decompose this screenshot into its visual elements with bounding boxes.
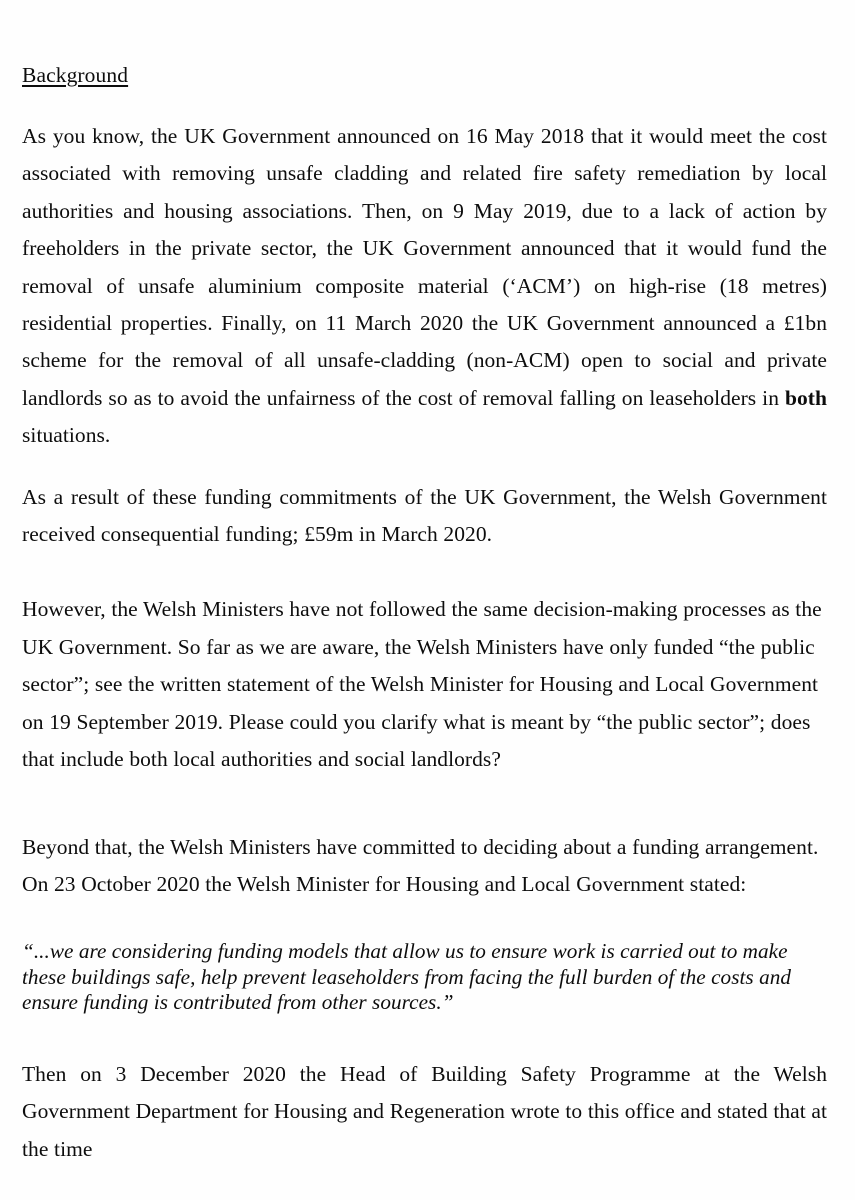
quote-spacer	[22, 913, 827, 939]
emphasis-both: both	[784, 385, 827, 410]
paragraph-consequential-funding: As a result of these funding commitments of the UK Government, the Welsh Government received consequential funding; £59m in March 2020.	[22, 484, 827, 547]
paragraph-text-segment: situations.	[22, 423, 111, 448]
paragraph-funding-arrangement: Beyond that, the Welsh Ministers have committed to deciding about a funding arrangement. On 23 October 2020 the Welsh Minister for Housing and Local Government stated:	[22, 834, 819, 896]
paragraph-spacer	[22, 803, 827, 829]
paragraph-background-history	[22, 118, 827, 455]
paragraph-building-safety-programme: Then on 3 December 2020 the Head of Building Safety Programme at the Welsh Government Department for Housing and Regeneration wrote to this office and stated that at the time	[22, 1061, 827, 1161]
paragraph-welsh-ministers-processes: However, the Welsh Ministers have not followed the same decision-making processes as the UK Government. So far as we are aware, the Welsh Ministers have only funded “the public sector”; see the written statement of the Welsh Minister for Housing and Local Government on 19 September 2019. Please could you clarify what is meant by “the public sector”; does that include both local authorities and social landlords?	[22, 597, 822, 772]
paragraph-spacer	[22, 577, 827, 591]
paragraph-text-segment: As you know, the UK Government announced on 16 May 2018 that it would meet the cost associated with removing unsafe cladding and related fire safety remediation by local authorities and housing associations. Then, on 9 May 2019, due to a lack of action by freeholders in the private sector, the UK Government announced that it would fund the removal of unsafe aluminium composite material (‘ACM’) on high-rise (18 metres) residential properties. Finally, on 11 March 2020 the UK Government announced a £1bn scheme for the removal of all unsafe-cladding (non-ACM) open to social and private landlords so as to avoid the unfairness of the cost of removal falling on leaseholders in	[22, 124, 827, 410]
page-title: Background	[22, 63, 129, 87]
block-quote-minister-statement: “...we are considering funding models that allow us to ensure work is carried out to make these buildings safe, help prevent leaseholders from facing the full burden of the costs and ensure funding is contributed from other sources.”	[22, 939, 792, 1015]
